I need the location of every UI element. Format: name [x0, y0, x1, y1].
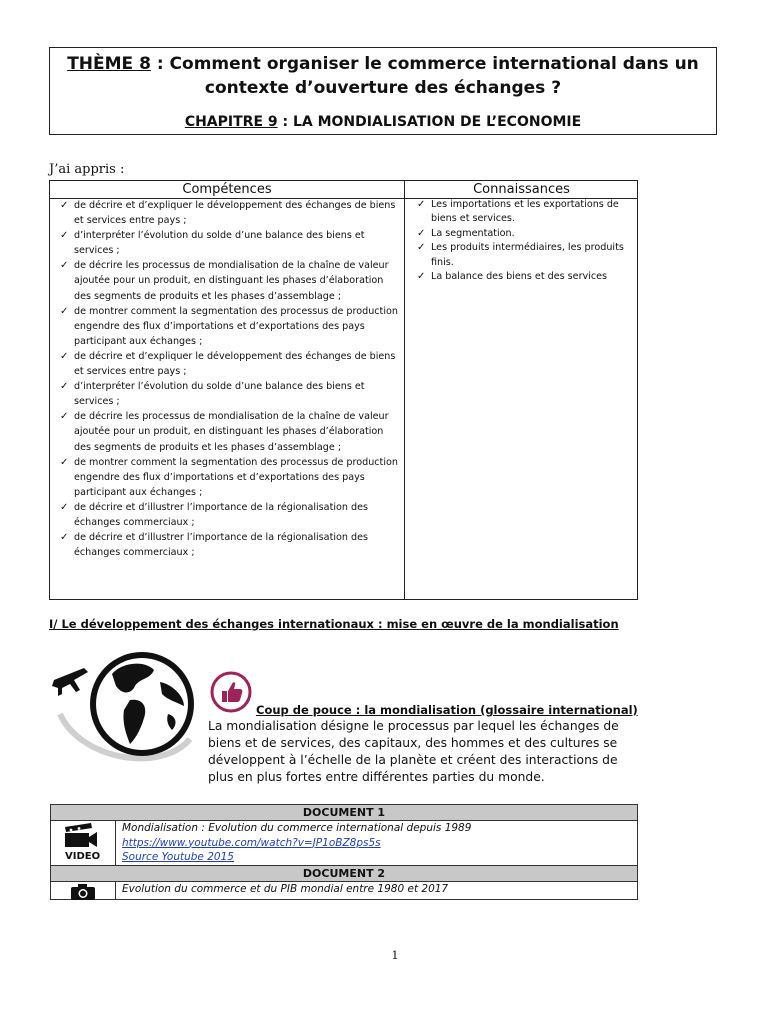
- list-item: ✓ de montrer comment la segmentation des processus de production engendre des flux d’importations et d’exportations des pays participant aux échanges ;: [60, 456, 398, 498]
- chapter-title: [50, 114, 716, 130]
- list-item: ✓ d’interpréter l’évolution du solde d’une balance des biens et services ;: [60, 230, 365, 257]
- list-item: ✓ La balance des biens et des services: [414, 270, 634, 284]
- document-1-link[interactable]: https://www.youtube.com/watch?v=JP1oBZ8ps5s: [122, 836, 381, 849]
- list-item: ✓ de décrire et d’expliquer le développement des échanges de biens et services entre pays ;: [60, 350, 396, 378]
- checkmark-icon: ✓: [417, 271, 426, 283]
- coup-de-pouce-text: La mondialisation désigne le processus par lequel les échanges de biens et de services, des capitaux, des hommes et des cultures se développent à l’échelle de la planète et créent des interactions de plus en plus fortes entre différentes parties du monde.: [208, 719, 619, 784]
- checkmark-icon: ✓: [60, 350, 69, 362]
- competences-list: [57, 198, 399, 560]
- section-title: I/ Le développement des échanges internationaux : mise en œuvre de la mondialisation: [49, 617, 619, 631]
- list-item: ✓ La segmentation.: [414, 227, 634, 241]
- list-item: ✓ Les produits intermédiaires, les produits finis.: [417, 242, 624, 268]
- list-item: ✓ d’interpréter l’évolution du solde d’une balance des biens et services ;: [60, 381, 365, 408]
- column-divider: [404, 181, 405, 599]
- checkmark-icon: ✓: [60, 230, 69, 242]
- camera-icon: [70, 884, 96, 900]
- list-item: ✓ de décrire et d’illustrer l’importance de la régionalisation des échanges commerciaux ;: [60, 532, 368, 559]
- list-item: ✓ de décrire et d’expliquer le développement des échanges de biens et services entre pays ;: [60, 200, 396, 227]
- document-2-header: DOCUMENT 2: [51, 865, 637, 882]
- column-header-connaissances: Connaissances: [473, 182, 570, 197]
- connaissances-list: [414, 198, 634, 284]
- list-item: ✓ de décrire et d’illustrer l’importance de la régionalisation des échanges commerciaux ;: [60, 501, 368, 528]
- chapter-label: CHAPITRE 9: [184, 114, 278, 130]
- chapter-text: : LA MONDIALISATION DE L’ECONOMIE: [277, 114, 582, 130]
- document-1-content: [122, 821, 471, 865]
- appris-label: J’ai appris :: [49, 162, 125, 177]
- checkmark-icon: ✓: [60, 260, 69, 272]
- title-box: [49, 47, 717, 135]
- page-number: 1: [391, 949, 399, 962]
- list-item: ✓ de décrire les processus de mondialisation de la chaîne de valeur ajoutée pour un produit, en distinguant les phases d’élaboration des segments de produits et les phases d’assemblage ;: [60, 411, 389, 453]
- checkmark-icon: ✓: [417, 242, 426, 254]
- list-item: ✓ de montrer comment la segmentation des processus de production engendre des flux d’importations et d’exportations des pays participant aux échanges ;: [60, 305, 398, 347]
- document-1-title: Mondialisation : Evolution du commerce international depuis 1989: [122, 822, 472, 834]
- thumbs-up-icon: [208, 671, 254, 713]
- theme-text: : Comment organiser le commerce international dans un contexte d’ouverture des échanges ?: [150, 54, 699, 98]
- document-2-title: Evolution du commerce et du PIB mondial entre 1980 et 2017: [122, 883, 449, 895]
- checkmark-icon: ✓: [60, 200, 69, 211]
- video-clapperboard-icon: [61, 823, 101, 861]
- document-1-source[interactable]: Source Youtube 2015: [122, 851, 234, 863]
- checkmark-icon: ✓: [60, 501, 69, 513]
- clapperboard-icon: [61, 823, 101, 847]
- competences-table: [49, 180, 638, 600]
- column-divider: [115, 821, 116, 865]
- document-1-header: DOCUMENT 1: [51, 805, 637, 821]
- column-divider: [115, 882, 116, 900]
- checkmark-icon: ✓: [60, 532, 69, 544]
- video-label: VIDEO: [65, 851, 101, 862]
- coup-de-pouce-title: Coup de pouce : la mondialisation (glossaire international): [256, 703, 638, 717]
- checkmark-icon: ✓: [417, 199, 426, 210]
- documents-table: [50, 804, 638, 900]
- globe-airplane-icon: [50, 644, 195, 784]
- checkmark-icon: ✓: [417, 227, 426, 239]
- checkmark-icon: ✓: [60, 305, 69, 317]
- checkmark-icon: ✓: [60, 381, 69, 393]
- theme-label: THÈME 8: [67, 54, 151, 74]
- checkmark-icon: ✓: [60, 456, 69, 468]
- theme-title: [50, 52, 716, 100]
- list-item: ✓ de décrire les processus de mondialisation de la chaîne de valeur ajoutée pour un produit, en distinguant les phases d’élaboration des segments de produits et les phases d’assemblage ;: [60, 260, 389, 302]
- list-item: ✓ Les importations et les exportations de biens et services.: [417, 199, 619, 225]
- column-header-competences: Compétences: [182, 182, 272, 197]
- checkmark-icon: ✓: [60, 411, 69, 423]
